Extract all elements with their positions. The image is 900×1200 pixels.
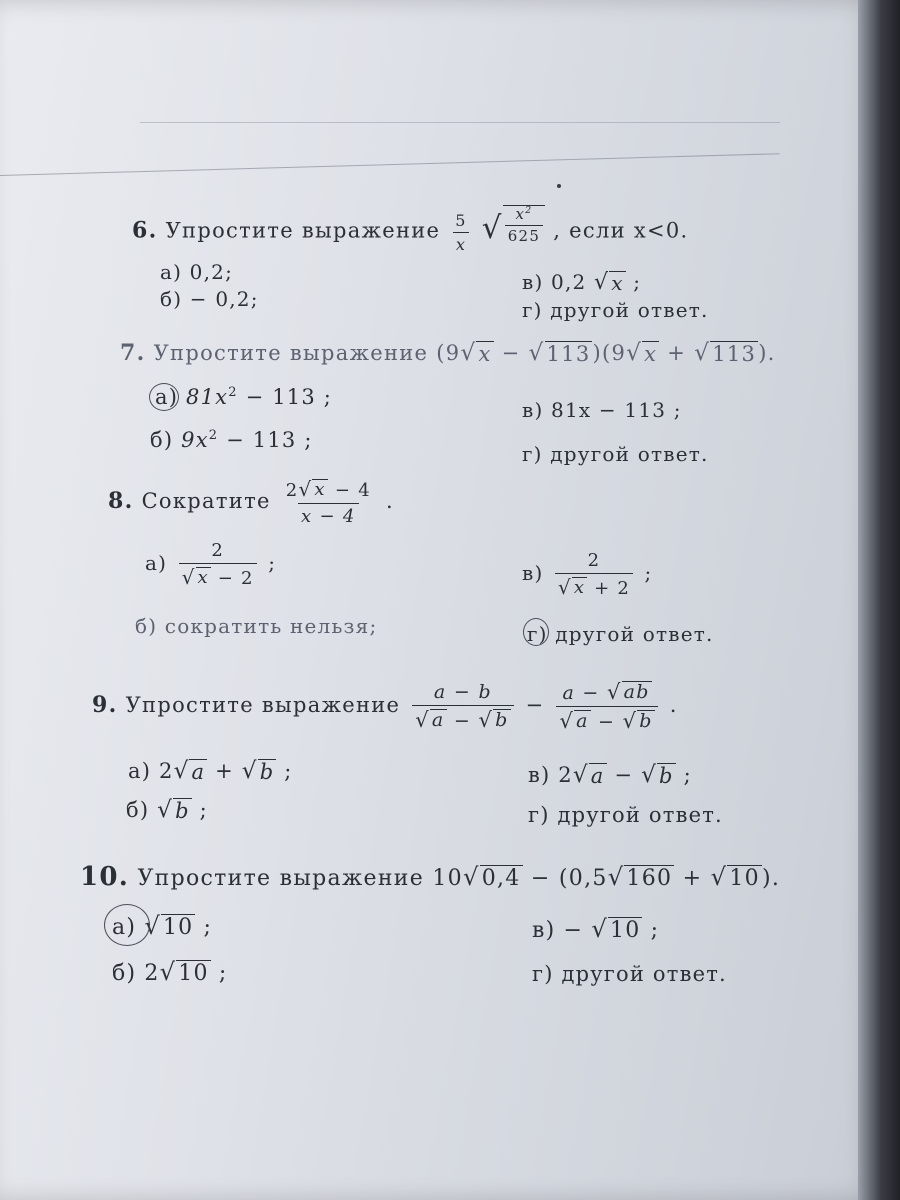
exponent: 2 xyxy=(525,205,533,216)
option-label: а) 2 xyxy=(128,759,174,783)
radical-sign: √ xyxy=(460,340,477,366)
question-8: 8. Сократите 2 √ x − 4 x − 4 . xyxy=(108,478,394,527)
option-label: а) xyxy=(112,915,137,940)
fraction xyxy=(412,681,513,732)
question-prompt: Упростите выражение xyxy=(125,693,401,717)
radical-sign: √ xyxy=(710,863,728,891)
answer-mark-circle xyxy=(149,383,179,411)
radical-sign: √ xyxy=(144,912,161,940)
radical-sign: √ xyxy=(157,797,174,823)
fraction-denominator: 625 xyxy=(505,225,544,245)
fraction-denominator: √ x + 2 xyxy=(555,573,633,599)
radical-sign: √ xyxy=(607,863,625,891)
fraction xyxy=(555,550,633,599)
square-root: √ b xyxy=(641,762,674,788)
radical-sign: √ xyxy=(173,758,190,784)
option-d: г) другой ответ. xyxy=(522,298,709,322)
square-root: √ b xyxy=(478,708,509,732)
question-10: 10. Упростите выражение 10 √ 0,4 − (0,5 √ 160 + √ 10 ). xyxy=(80,862,781,892)
option-b: б) 2 √ 10 ; xyxy=(112,958,228,986)
fraction-denominator: x − 4 xyxy=(298,503,359,527)
radical-sign: √ xyxy=(181,566,196,589)
question-9: 9. Упростите выражение a − b √ a − √ b − a − √ ab √ a − √ b . xyxy=(92,680,678,733)
option-b: б) $9x^2 - 113$ ; xyxy=(150,428,313,452)
answer-mark-circle xyxy=(523,618,549,646)
option-label: б) xyxy=(150,428,174,452)
question-prompt: Упростите выражение xyxy=(153,341,429,365)
question-number: 8. xyxy=(108,488,134,514)
radical-sign: √ xyxy=(558,576,572,599)
radical-sign: √ xyxy=(626,340,643,366)
radical-sign: √ xyxy=(591,915,609,943)
option-c: в) 2 √ x + 2 ; xyxy=(522,550,653,599)
option-label: б) xyxy=(126,798,150,822)
exponent: 2 xyxy=(208,428,219,443)
fraction-numerator: 2 xyxy=(587,550,601,571)
radical-sign: √ xyxy=(694,340,711,366)
fraction xyxy=(505,206,544,246)
option-c: в) 2 √ a − √ b ; xyxy=(528,762,692,788)
square-root: √ x xyxy=(626,340,658,366)
option-b: б) сократить нельзя; xyxy=(135,614,378,638)
square-root: √ a xyxy=(572,762,605,788)
square-root: √ x xyxy=(460,340,492,366)
option-a: а) 0,2; xyxy=(160,260,234,284)
square-root: √ a xyxy=(559,709,589,733)
fraction-denominator: √ a − √ b xyxy=(556,706,657,733)
fraction-denominator: √ x − 2 xyxy=(179,563,257,589)
option-c: в) 0,2 √ x ; xyxy=(522,270,642,295)
fraction-denominator: x xyxy=(453,232,469,254)
square-root xyxy=(482,205,545,246)
option-a: а) √ 10 ; xyxy=(112,912,213,940)
radical-sign: √ xyxy=(641,762,658,788)
fraction-numerator: a − b xyxy=(433,681,492,703)
radical-sign: √ xyxy=(622,709,638,733)
question-prompt: Упростите выражение xyxy=(137,866,425,891)
fraction-numerator: x xyxy=(515,205,526,223)
square-root: √ b xyxy=(241,758,275,784)
option-label: в) xyxy=(522,561,544,585)
radical-sign: √ xyxy=(462,863,480,891)
question-number: 9. xyxy=(92,692,118,718)
answer-mark-circle xyxy=(104,904,150,946)
radical-sign: √ xyxy=(572,762,589,788)
option-b: б) − 0,2; xyxy=(160,287,259,311)
option-label: г) xyxy=(527,622,548,646)
square-root: √ 10 xyxy=(159,958,209,986)
fraction-numerator: 5 xyxy=(455,210,467,230)
option-d: г) другой ответ. xyxy=(522,442,709,466)
option-c: в) − √ 10 ; xyxy=(532,915,660,943)
fraction-numerator: 2 √ x − 4 xyxy=(285,478,372,501)
table-background xyxy=(858,0,900,1200)
square-root: √ ab xyxy=(606,680,650,704)
square-root: √ x xyxy=(298,478,326,501)
question-number: 6. xyxy=(132,217,158,244)
option-a: а) 2 √ x − 2 ; xyxy=(145,540,277,589)
option-d: г) другой ответ. xyxy=(532,962,727,986)
square-root: √ 10 xyxy=(144,912,194,940)
option-label: в) 0,2 xyxy=(522,270,587,294)
square-root: √ 0,4 xyxy=(462,863,521,891)
option-d: г) другой ответ. xyxy=(527,622,714,646)
square-root: √ x xyxy=(558,576,586,599)
radical-sign: √ xyxy=(159,958,177,986)
radical-sign: √ xyxy=(298,478,313,501)
square-root: √ 10 xyxy=(591,915,641,943)
fraction-numerator: a − √ ab xyxy=(562,680,650,704)
option-label: б) 2 xyxy=(112,961,160,986)
square-root: √ x xyxy=(181,566,209,589)
condition-text: , если x<0. xyxy=(553,218,689,243)
exponent: 2 xyxy=(228,385,238,400)
fraction xyxy=(452,211,469,254)
question-7: 7. Упростите выражение (9 √ x − √ 113 )(9 √ x + √ 113 ). xyxy=(120,340,776,366)
pen-dot xyxy=(557,184,561,188)
option-d: г) другой ответ. xyxy=(528,803,723,827)
option-label: в) 2 xyxy=(528,763,573,787)
square-root: √ 113 xyxy=(528,340,591,366)
option-label: в) − xyxy=(532,918,584,943)
option-b: б) √ b ; xyxy=(126,797,208,823)
square-root: √ b xyxy=(622,709,653,733)
radical-sign: √ xyxy=(528,340,545,366)
square-root: √ x xyxy=(594,270,624,295)
radical-sign: √ xyxy=(481,209,503,246)
option-label: а) xyxy=(155,385,179,409)
question-number: 10. xyxy=(80,862,130,892)
option-c: в) 81x − 113 ; xyxy=(522,398,682,422)
divider-line xyxy=(140,122,780,123)
square-root: √ b xyxy=(157,797,190,823)
square-root: √ 160 xyxy=(607,863,673,891)
fraction xyxy=(283,478,374,527)
question-prompt: Сократите xyxy=(141,489,271,513)
square-root: √ a xyxy=(415,708,445,732)
square-root: √ 113 xyxy=(694,340,757,366)
radical-sign: √ xyxy=(606,680,622,704)
question-number: 7. xyxy=(120,340,146,366)
fraction-numerator: 2 xyxy=(211,540,224,561)
fraction xyxy=(179,540,257,589)
radical-sign: √ xyxy=(594,270,610,295)
option-a: а) 2 √ a + √ b ; xyxy=(128,758,293,784)
fraction-denominator: √ a − √ b xyxy=(412,705,513,732)
square-root: √ a xyxy=(173,758,206,784)
square-root: √ 10 xyxy=(710,863,760,891)
radical-sign: √ xyxy=(241,758,258,784)
question-6 xyxy=(132,205,689,254)
option-label: а) xyxy=(145,551,168,575)
question-prompt: Упростите выражение xyxy=(165,218,441,243)
radical-sign: √ xyxy=(559,709,575,733)
option-a: а) $81x^2 - 113$ ; xyxy=(155,385,333,409)
fraction xyxy=(556,680,657,733)
radical-sign: √ xyxy=(478,708,494,732)
radical-sign: √ xyxy=(415,708,430,732)
